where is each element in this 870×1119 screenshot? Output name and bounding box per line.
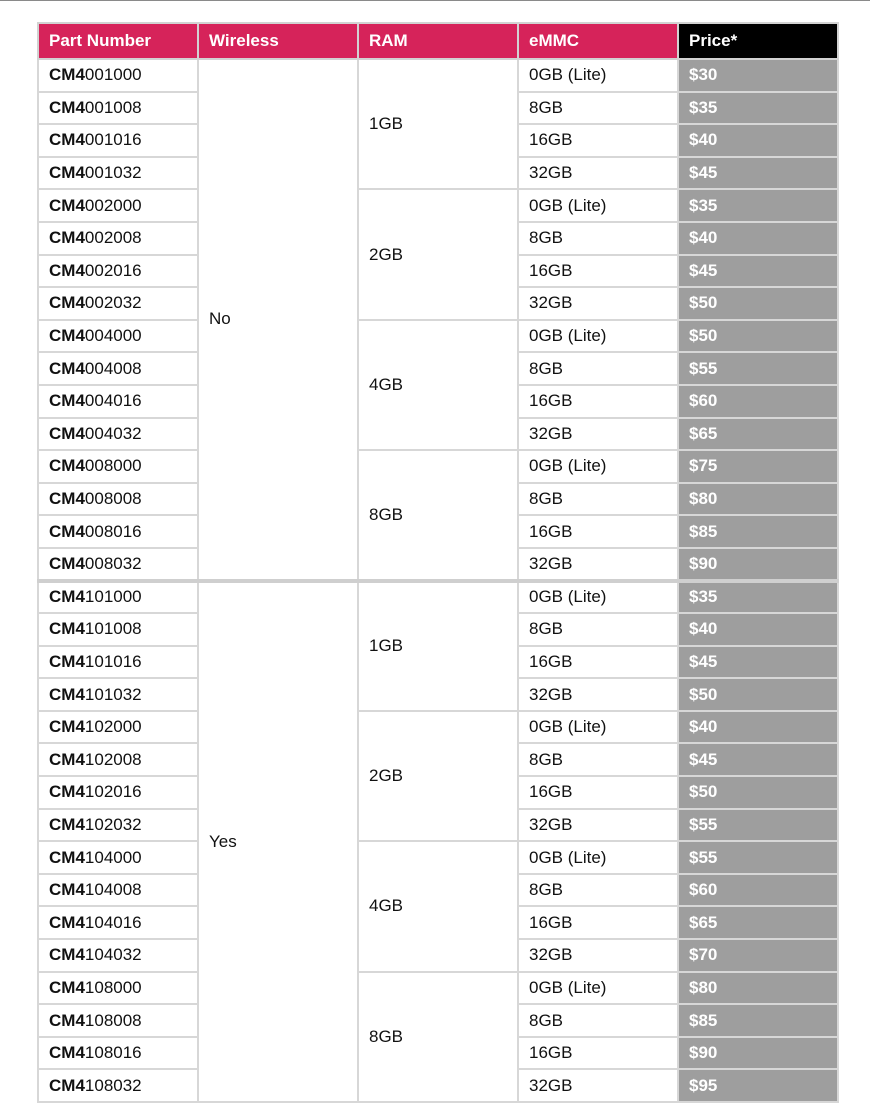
emmc-cell: 8GB (518, 352, 678, 385)
emmc-cell: 0GB (Lite) (518, 189, 678, 222)
part-number-cell (38, 124, 198, 157)
part-number-suffix: 108032 (84, 1075, 142, 1095)
emmc-cell: 8GB (518, 92, 678, 125)
emmc-cell: 32GB (518, 939, 678, 972)
part-number-prefix: CM4 (49, 423, 85, 443)
part-number-prefix: CM4 (49, 977, 85, 997)
header-wireless: Wireless (198, 23, 358, 59)
part-number-cell (38, 352, 198, 385)
part-number-cell (38, 776, 198, 809)
table-row (38, 711, 838, 744)
part-number-prefix: CM4 (49, 1010, 85, 1030)
part-number-suffix: 108008 (84, 1010, 142, 1030)
part-number-prefix: CM4 (49, 489, 85, 509)
part-number-suffix: 101032 (84, 684, 142, 704)
price-cell: $45 (678, 646, 838, 679)
price-cell: $95 (678, 1069, 838, 1102)
table-row (38, 59, 838, 92)
price-cell: $55 (678, 841, 838, 874)
part-number-cell (38, 1037, 198, 1070)
part-number-suffix: 001016 (84, 130, 142, 150)
part-number-suffix: 104016 (84, 912, 142, 932)
part-number-suffix: 002016 (84, 260, 142, 280)
part-number-suffix: 008008 (84, 489, 142, 509)
part-number-prefix: CM4 (49, 912, 85, 932)
part-number-cell (38, 613, 198, 646)
emmc-cell: 16GB (518, 776, 678, 809)
price-cell: $35 (678, 92, 838, 125)
part-number-suffix: 001000 (84, 65, 142, 85)
part-number-cell (38, 157, 198, 190)
top-rule (0, 0, 870, 1)
part-number-prefix: CM4 (49, 814, 85, 834)
price-cell: $45 (678, 157, 838, 190)
header-emmc: eMMC (518, 23, 678, 59)
part-number-prefix: CM4 (49, 163, 85, 183)
part-number-suffix: 104008 (84, 880, 142, 900)
part-number-cell (38, 906, 198, 939)
emmc-cell: 0GB (Lite) (518, 841, 678, 874)
emmc-cell: 0GB (Lite) (518, 711, 678, 744)
emmc-cell: 16GB (518, 1037, 678, 1070)
part-number-suffix: 101008 (84, 619, 142, 639)
emmc-cell: 32GB (518, 548, 678, 581)
part-number-prefix: CM4 (49, 749, 85, 769)
part-number-suffix: 008016 (84, 521, 142, 541)
emmc-cell: 8GB (518, 743, 678, 776)
part-number-prefix: CM4 (49, 945, 85, 965)
emmc-cell: 32GB (518, 287, 678, 320)
part-number-prefix: CM4 (49, 130, 85, 150)
part-number-suffix: 101016 (84, 651, 142, 671)
wireless-cell: No (198, 59, 358, 581)
ram-cell: 4GB (358, 841, 518, 971)
part-number-cell (38, 418, 198, 451)
part-number-cell (38, 743, 198, 776)
part-number-suffix: 004000 (84, 326, 142, 346)
part-number-suffix: 102000 (84, 717, 142, 737)
price-cell: $85 (678, 515, 838, 548)
part-number-prefix: CM4 (49, 619, 85, 639)
part-number-prefix: CM4 (49, 1075, 85, 1095)
part-number-cell (38, 59, 198, 92)
price-cell: $60 (678, 385, 838, 418)
emmc-cell: 0GB (Lite) (518, 59, 678, 92)
part-number-cell (38, 809, 198, 842)
table-row (38, 450, 838, 483)
part-number-suffix: 102032 (84, 814, 142, 834)
price-cell: $55 (678, 809, 838, 842)
price-cell: $35 (678, 581, 838, 614)
part-number-suffix: 104000 (84, 847, 142, 867)
part-number-cell (38, 92, 198, 125)
price-cell: $65 (678, 906, 838, 939)
part-number-cell (38, 646, 198, 679)
price-cell: $45 (678, 743, 838, 776)
table-row (38, 581, 838, 614)
part-number-suffix: 004008 (84, 358, 142, 378)
part-number-cell (38, 189, 198, 222)
price-cell: $80 (678, 972, 838, 1005)
part-number-suffix: 101000 (84, 587, 142, 607)
emmc-cell: 16GB (518, 515, 678, 548)
part-number-prefix: CM4 (49, 651, 85, 671)
part-number-prefix: CM4 (49, 521, 85, 541)
part-number-suffix: 008032 (84, 553, 142, 573)
price-cell: $45 (678, 255, 838, 288)
part-number-suffix: 008000 (84, 456, 142, 476)
price-cell: $75 (678, 450, 838, 483)
part-number-prefix: CM4 (49, 97, 85, 117)
part-number-prefix: CM4 (49, 553, 85, 573)
part-number-prefix: CM4 (49, 260, 85, 280)
part-number-suffix: 108000 (84, 977, 142, 997)
emmc-cell: 16GB (518, 124, 678, 157)
part-number-prefix: CM4 (49, 326, 85, 346)
price-cell: $55 (678, 352, 838, 385)
part-number-suffix: 002032 (84, 293, 142, 313)
part-number-prefix: CM4 (49, 587, 85, 607)
part-number-cell (38, 939, 198, 972)
table-row (38, 972, 838, 1005)
part-number-suffix: 004016 (84, 391, 142, 411)
price-cell: $65 (678, 418, 838, 451)
price-cell: $40 (678, 711, 838, 744)
price-cell: $60 (678, 874, 838, 907)
emmc-cell: 32GB (518, 1069, 678, 1102)
price-cell: $90 (678, 548, 838, 581)
part-number-suffix: 102008 (84, 749, 142, 769)
part-number-suffix: 001032 (84, 163, 142, 183)
part-number-cell (38, 287, 198, 320)
emmc-cell: 16GB (518, 646, 678, 679)
price-cell: $50 (678, 287, 838, 320)
emmc-cell: 16GB (518, 906, 678, 939)
part-number-cell (38, 711, 198, 744)
emmc-cell: 8GB (518, 874, 678, 907)
price-cell: $50 (678, 320, 838, 353)
emmc-cell: 8GB (518, 613, 678, 646)
part-number-prefix: CM4 (49, 195, 85, 215)
part-number-cell (38, 450, 198, 483)
table-row (38, 841, 838, 874)
price-cell: $35 (678, 189, 838, 222)
ram-cell: 1GB (358, 59, 518, 189)
emmc-cell: 16GB (518, 385, 678, 418)
header-part-number: Part Number (38, 23, 198, 59)
table-row (38, 320, 838, 353)
part-number-cell (38, 385, 198, 418)
part-number-cell (38, 255, 198, 288)
ram-cell: 1GB (358, 581, 518, 711)
part-number-cell (38, 515, 198, 548)
part-number-prefix: CM4 (49, 717, 85, 737)
emmc-cell: 0GB (Lite) (518, 450, 678, 483)
header-row (38, 23, 838, 59)
part-number-prefix: CM4 (49, 228, 85, 248)
ram-cell: 4GB (358, 320, 518, 450)
emmc-cell: 16GB (518, 255, 678, 288)
emmc-cell: 32GB (518, 678, 678, 711)
emmc-cell: 8GB (518, 222, 678, 255)
table-body (38, 59, 838, 1102)
emmc-cell: 0GB (Lite) (518, 320, 678, 353)
part-number-prefix: CM4 (49, 782, 85, 802)
part-number-prefix: CM4 (49, 684, 85, 704)
emmc-cell: 8GB (518, 1004, 678, 1037)
part-number-suffix: 002008 (84, 228, 142, 248)
ram-cell: 8GB (358, 450, 518, 580)
emmc-cell: 32GB (518, 809, 678, 842)
part-number-prefix: CM4 (49, 391, 85, 411)
part-number-suffix: 001008 (84, 97, 142, 117)
part-number-prefix: CM4 (49, 1043, 85, 1063)
price-cell: $70 (678, 939, 838, 972)
price-cell: $50 (678, 678, 838, 711)
part-number-cell (38, 581, 198, 614)
emmc-cell: 0GB (Lite) (518, 581, 678, 614)
part-number-cell (38, 874, 198, 907)
price-cell: $80 (678, 483, 838, 516)
price-cell: $40 (678, 124, 838, 157)
header-ram: RAM (358, 23, 518, 59)
part-number-prefix: CM4 (49, 358, 85, 378)
part-number-cell (38, 841, 198, 874)
part-number-prefix: CM4 (49, 880, 85, 900)
emmc-cell: 32GB (518, 418, 678, 451)
emmc-cell: 8GB (518, 483, 678, 516)
part-number-suffix: 002000 (84, 195, 142, 215)
part-number-cell (38, 320, 198, 353)
part-number-cell (38, 222, 198, 255)
part-number-cell (38, 483, 198, 516)
header-price: Price* (678, 23, 838, 59)
part-number-suffix: 102016 (84, 782, 142, 802)
part-number-cell (38, 678, 198, 711)
part-number-prefix: CM4 (49, 293, 85, 313)
part-number-cell (38, 972, 198, 1005)
price-cell: $85 (678, 1004, 838, 1037)
cm4-pricing-table (37, 22, 839, 1103)
part-number-cell (38, 1004, 198, 1037)
ram-cell: 8GB (358, 972, 518, 1102)
part-number-prefix: CM4 (49, 65, 85, 85)
part-number-suffix: 004032 (84, 423, 142, 443)
wireless-cell: Yes (198, 581, 358, 1103)
part-number-prefix: CM4 (49, 847, 85, 867)
price-cell: $50 (678, 776, 838, 809)
price-cell: $40 (678, 613, 838, 646)
price-cell: $40 (678, 222, 838, 255)
price-cell: $90 (678, 1037, 838, 1070)
emmc-cell: 32GB (518, 157, 678, 190)
ram-cell: 2GB (358, 189, 518, 319)
table-row (38, 189, 838, 222)
part-number-suffix: 108016 (84, 1043, 142, 1063)
price-cell: $30 (678, 59, 838, 92)
part-number-prefix: CM4 (49, 456, 85, 476)
part-number-cell (38, 548, 198, 581)
part-number-suffix: 104032 (84, 945, 142, 965)
part-number-cell (38, 1069, 198, 1102)
emmc-cell: 0GB (Lite) (518, 972, 678, 1005)
ram-cell: 2GB (358, 711, 518, 841)
